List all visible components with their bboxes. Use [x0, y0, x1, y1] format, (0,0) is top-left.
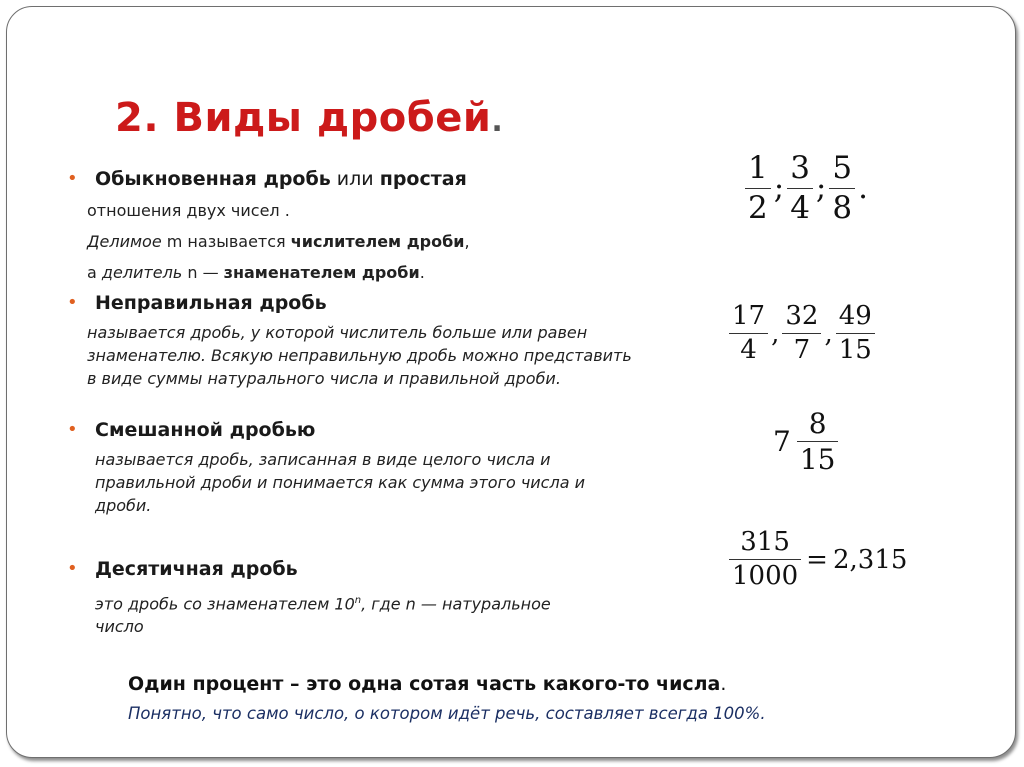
numerator: 8 [808, 407, 827, 440]
fraction-bar [782, 333, 821, 334]
description-line: отношения двух чисел . [87, 201, 290, 220]
fraction [745, 152, 771, 224]
section-heading [67, 557, 551, 581]
fraction-bar [787, 188, 813, 189]
section-common-fraction [67, 167, 470, 284]
text-italic: Делимое [87, 232, 162, 251]
section-mixed-fraction [67, 418, 585, 517]
denominator: 4 [790, 189, 810, 226]
text-plain: . [419, 263, 425, 282]
bullet-icon: • [67, 292, 78, 313]
fraction [729, 529, 801, 591]
numerator: 1 [748, 150, 768, 186]
numerator: 315 [740, 527, 790, 557]
fraction-bar [729, 559, 801, 560]
heading-bold: Смешанной дробью [95, 419, 316, 441]
slide [6, 6, 1016, 758]
fraction [787, 152, 813, 224]
text-italic: делитель [101, 263, 183, 282]
separator: , [824, 318, 833, 349]
denominator: 1000 [732, 561, 799, 592]
title-dot: . [491, 104, 504, 139]
fraction-bar [729, 333, 768, 334]
description-line: называется дробь, записанная в виде целого числа и [95, 450, 551, 469]
text-plain: а [87, 263, 102, 282]
denominator: 15 [838, 335, 872, 366]
numerator: 17 [732, 301, 766, 331]
description-line: правильной дроби и понимается как сумма этого числа и [95, 473, 585, 492]
whole-part: 7 [773, 425, 791, 459]
formula-mixed-fraction [773, 409, 838, 475]
section-decimal-fraction [67, 557, 551, 638]
section-improper-fraction [67, 291, 632, 390]
fraction [797, 409, 839, 475]
denominator: 15 [799, 443, 836, 477]
slide-title [115, 95, 503, 141]
section-heading [67, 291, 632, 315]
description-line [87, 261, 470, 284]
heading-plain: или [330, 168, 380, 190]
description-line: число [95, 617, 144, 637]
heading-bold: Обыкновенная дробь [95, 168, 331, 190]
equals-sign: = [806, 544, 828, 575]
bullet-icon: • [67, 168, 78, 189]
denominator: 4 [740, 335, 757, 366]
denominator: 2 [748, 189, 768, 226]
description-line: знаменателю. Всякую неправильную дробь можно представить [87, 346, 632, 365]
text-plain: , [464, 232, 470, 251]
fraction-bar [797, 441, 839, 442]
note-dot: . [720, 673, 727, 695]
heading-bold: Десятичная дробь [95, 558, 298, 580]
description-line [95, 589, 551, 615]
text-bold: числителем дроби [290, 232, 465, 251]
formula-simple-fractions [745, 152, 871, 224]
numerator: 3 [790, 150, 810, 186]
bullet-icon: • [67, 558, 78, 579]
separator: , [771, 318, 780, 349]
section-heading [67, 167, 470, 191]
formula-decimal [729, 529, 907, 591]
denominator: 8 [832, 189, 853, 226]
fraction [729, 303, 768, 365]
description-line: дроби. [95, 496, 152, 515]
text-plain: n — [182, 263, 224, 282]
note-text: Один процент – это одна сотая часть какого-то числа [128, 673, 721, 695]
fraction [782, 303, 821, 365]
title-text: 2. Виды дробей [115, 95, 492, 141]
text-plain: m называется [161, 232, 291, 251]
decimal-result: 2,315 [832, 544, 908, 575]
fraction-bar [829, 188, 855, 189]
end-dot: . [858, 170, 868, 207]
separator: ; [773, 170, 785, 207]
fraction [836, 303, 875, 365]
description-line [87, 230, 470, 253]
numerator: 32 [785, 301, 819, 331]
fraction-bar [745, 188, 771, 189]
section-heading [67, 418, 585, 442]
fraction-bar [836, 333, 875, 334]
formula-improper-fractions [729, 303, 875, 365]
numerator: 49 [838, 301, 872, 331]
heading-bold-2: простая [379, 168, 467, 190]
text-superscript: n [354, 595, 362, 606]
separator: ; [815, 170, 827, 207]
text-italic: это дробь со знаменателем 10 [95, 594, 355, 614]
text-italic: , где n — натуральное [361, 594, 551, 614]
bullet-icon: • [67, 419, 78, 440]
numerator: 5 [832, 150, 853, 186]
description-line: называется дробь, у которой числитель больше или равен [87, 323, 588, 342]
percent-explanation: Понятно, что само число, о котором идёт речь, составляет всегда 100%. [128, 704, 766, 723]
denominator: 7 [793, 335, 811, 366]
heading-bold: Неправильная дробь [95, 292, 327, 314]
percent-definition [128, 673, 726, 695]
fraction [829, 152, 855, 224]
description-line: в виде суммы натурального числа и правильной дроби. [87, 369, 561, 388]
text-bold: знаменателем дроби [223, 263, 420, 282]
